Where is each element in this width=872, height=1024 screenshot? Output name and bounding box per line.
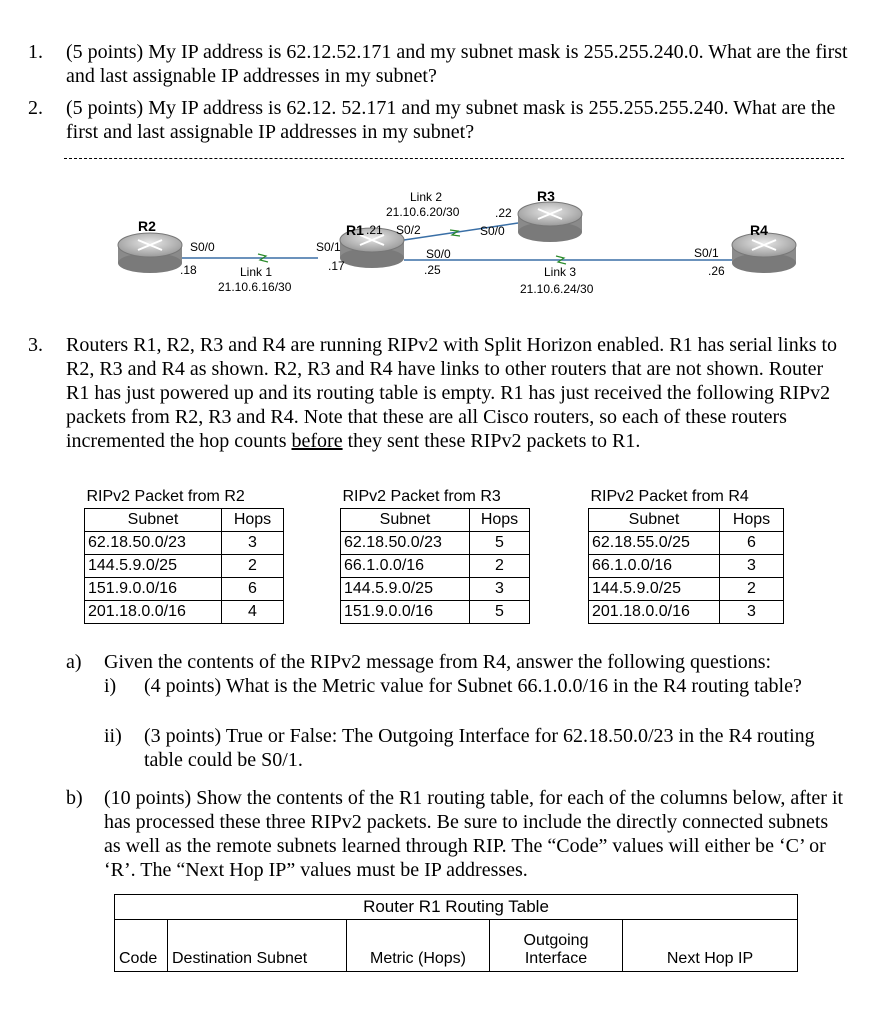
rip-packet-table-r2 [84,486,284,624]
subnet-cell: 66.1.0.0/16 [341,555,470,578]
r1-ip25-label: .25 [424,263,441,277]
router-r2-icon [118,233,182,273]
part-a-ii [104,724,824,772]
r3-interface-label: S0/0 [480,224,505,238]
part-text: (3 points) True or False: The Outgoing Interface for 62.18.50.0/23 in the R4 routing table could be S0/1. [144,725,815,771]
subnet-cell: 66.1.0.0/16 [589,555,720,578]
col-header-hops: Hops [470,509,530,532]
subnet-cell: 201.18.0.0/16 [85,601,222,624]
part-text: (4 points) What is the Metric value for Subnet 66.1.0.0/16 in the R4 routing table? [144,675,802,697]
table-row [341,532,530,555]
question-text: Routers R1, R2, R3 and R4 are running RIPv2 with Split Horizon enabled. R1 has serial links to R2, R3 and R4 as shown. R2, R3 and R4 have links to other routers that are not shown. Router R1 has just powered up and its routing table is empty. R1 has just received the following RIPv2 packets from R2, R3 and R4. Note that these are all Cisco routers, so each of these routers incremented the hop counts [66,334,838,452]
link-1-label: Link 1 [240,265,273,279]
link-3-label: Link 3 [544,265,577,279]
link-2-label: Link 2 [410,190,443,204]
question-number: 3. [28,334,43,356]
table-title: RIPv2 Packet from R4 [589,486,784,509]
dashed-divider [64,158,844,159]
question-text-end: they sent these RIPv2 packets to R1. [342,430,641,452]
r4-ip-label: .26 [708,264,725,278]
table-row [589,601,784,624]
table-row [589,532,784,555]
table-row [341,601,530,624]
table-row [589,578,784,601]
part-text: Given the contents of the RIPv2 message from R4, answer the following questions: [104,651,772,673]
question-3 [28,333,848,453]
rip-packet-table-r3 [340,486,530,624]
hops-cell: 2 [222,555,284,578]
table-row [85,578,284,601]
r1-routing-table [114,894,798,972]
part-label: ii) [104,725,122,747]
router-r3-icon [518,202,582,242]
router-r4-icon [732,233,796,273]
hops-cell: 3 [470,578,530,601]
rip-packet-table-r4 [588,486,784,624]
question-number: 2. [28,97,43,119]
col-header-interface-line1: Outgoing [523,932,589,949]
question-number: 1. [28,41,43,63]
link-2-subnet: 21.10.6.20/30 [386,205,460,219]
part-label: i) [104,675,117,697]
link-1-subnet: 21.10.6.16/30 [218,280,292,294]
col-header-metric: Metric (Hops) [347,920,490,972]
table-row [341,555,530,578]
question-text: (5 points) My IP address is 62.12. 52.171 and my subnet mask is 255.255.255.240. What are the first and last assignable IP addresses in my subnet? [66,97,836,143]
part-a [66,650,846,674]
table-row [589,555,784,578]
r1-ip21-label: .21 [366,223,383,237]
col-header-destination: Destination Subnet [168,920,347,972]
table-row [341,578,530,601]
part-a-i [104,674,824,698]
subnet-cell: 144.5.9.0/25 [341,578,470,601]
table-row [85,532,284,555]
subnet-cell: 151.9.0.0/16 [85,578,222,601]
part-label: a) [66,651,82,673]
hops-cell: 3 [222,532,284,555]
r1-s01-label: S0/1 [316,240,341,254]
hops-cell: 3 [720,601,784,624]
r2-interface-label: S0/0 [190,240,215,254]
hops-cell: 5 [470,532,530,555]
part-label: b) [66,787,83,809]
question-1 [28,40,848,88]
subnet-cell: 62.18.50.0/23 [341,532,470,555]
hops-cell: 3 [720,555,784,578]
table-title: Router R1 Routing Table [115,895,798,920]
hops-cell: 6 [222,578,284,601]
table-row [85,601,284,624]
subnet-cell: 62.18.50.0/23 [85,532,222,555]
r4-interface-label: S0/1 [694,246,719,260]
router-r4-label: R4 [750,222,768,238]
col-header-next-hop: Next Hop IP [623,920,798,972]
r2-ip-label: .18 [180,263,197,277]
subnet-cell: 144.5.9.0/25 [589,578,720,601]
question-2 [28,96,848,144]
router-r2-label: R2 [138,218,156,234]
hops-cell: 5 [470,601,530,624]
hops-cell: 2 [720,578,784,601]
table-title: RIPv2 Packet from R2 [85,486,284,509]
col-header-hops: Hops [222,509,284,532]
r1-ip17-label: .17 [328,259,345,273]
hops-cell: 4 [222,601,284,624]
hops-cell: 2 [470,555,530,578]
subnet-cell: 144.5.9.0/25 [85,555,222,578]
router-r1-label: R1 [346,222,364,238]
question-text-underlined: before [291,430,343,452]
router-r3-label: R3 [537,188,555,204]
subnet-cell: 201.18.0.0/16 [589,601,720,624]
table-row [85,555,284,578]
table-title: RIPv2 Packet from R3 [341,486,530,509]
r3-ip-label: .22 [495,206,512,220]
hops-cell: 6 [720,532,784,555]
subnet-cell: 151.9.0.0/16 [341,601,470,624]
col-header-code: Code [115,920,168,972]
part-b [66,786,846,882]
question-text: (5 points) My IP address is 62.12.52.171 and my subnet mask is 255.255.240.0. What are the first and last assignable IP addresses in my subnet? [66,41,848,87]
col-header-hops: Hops [720,509,784,532]
col-header-interface [490,920,623,972]
col-header-subnet: Subnet [589,509,720,532]
part-text: (10 points) Show the contents of the R1 routing table, for each of the columns below, after it has processed these three RIPv2 packets. Be sure to include the directly connected subnets as well as the remote subnets learned through RIP. The “Code” values will either be ‘C’ or ‘R’. The “Next Hop IP” values must be IP addresses. [104,787,844,881]
col-header-subnet: Subnet [85,509,222,532]
col-header-interface-line2: Interface [524,950,588,967]
r1-s00-label: S0/0 [426,247,451,261]
subnet-cell: 62.18.55.0/25 [589,532,720,555]
col-header-subnet: Subnet [341,509,470,532]
link-3-subnet: 21.10.6.24/30 [520,282,594,296]
r1-s02-label: S0/2 [396,223,421,237]
